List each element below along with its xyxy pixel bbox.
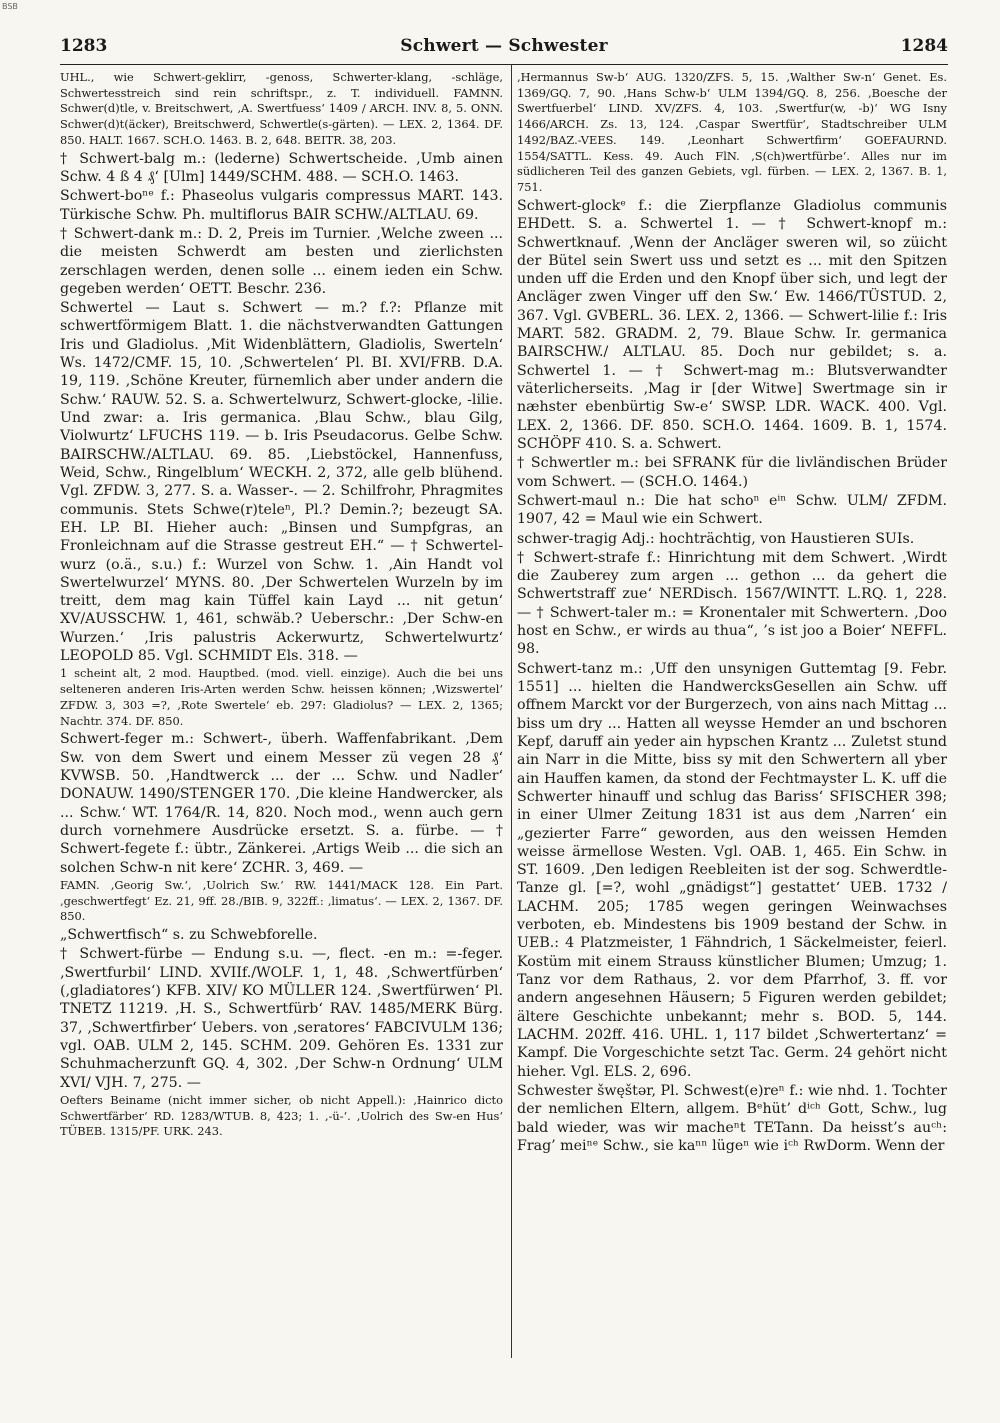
header-rule — [60, 64, 948, 65]
dictionary-entry: † Schwert-fürbe — Endung s.u. —, flect. -en m.: =-feger. ‚Swertfurbil‘ LIND. XVIIf./WOLF. 1, 1, 48. ‚Schwertfürben‘ (‚gladiatores‘) KFB. XIV/ KO MÜLLER 124. ‚Swertfürwen‘ Pl. TNETZ 11219. ‚H. S., Schwertfürb‘ RAV. 1485/MERK Bürg. 37, ‚Schwertfirber‘ Uebers. von ‚seratores‘ FABCIVULM 136; vgl. OAB. ULM 2, 145. SCHM. 209. Gehören Es. 1331 zur Schuhmacherzunft GQ. 4, 302. ‚Der Schw-n Ordnung‘ ULM XVI/ VJH. 7, 275. — — [60, 946, 503, 1091]
dictionary-entry: Schwert-glockᵉ f.: die Zierpflanze Gladiolus communis EHDett. S. a. Schwertel 1. — † Schwert-knopf m.: Schwertknauf. ‚Wenn der Ancläger sweren wil, so züicht der Bütel sein Swert uss und setzt es ... mit den Spitzen unden uff die Erden und den Knopf über sich, und legt der Ancläger zwen Vinger uff den Sw.‘ Ew. 1466/TÜSTUD. 2, 367. Vgl. GVBERL. 36. LEX. 2, 1366. — Schwert-lilie f.: Iris MART. 582. GRADM. 2, 79. Blaue Schw. Ir. germanica BAIRSCHW./ ALTLAU. 85. Doch nur gebildet; s. a. Schwertel 1. — † Schwert-mag m.: Blutsverwandter väterlicherseits. ‚Mag ir [der Witwe] Swertmage sin ir næhster ebenbürtig Sw-e‘ SWSP. LDR. WACK. 400. Vgl. LEX. 2, 1366. DF. 850. SCH.O. 1464. 1609. B. 1, 1574. SCHÖPF 410. S. a. Schwert. — [517, 197, 947, 452]
note-paragraph: FAMN. ‚Georig Sw.‘, ‚Uolrich Sw.‘ RW. 1441/MACK 128. Ein Part. ‚geschwertfegt‘ Ez. 21, 9ff. 28./BIB. 9, 322ff.: ‚limatus‘. — LEX. 2, 1367. DF. 850. — [60, 877, 503, 924]
dictionary-entry: † Schwert-strafe f.: Hinrichtung mit dem Schwert. ‚Wirdt die Zauberey zum argen ... gethon ... da gehert die Schwertstraff zue‘ NERDisch. 1567/WINTT. L.RQ. 1, 228. — † Schwert-taler m.: = Kronentaler mit Schwertern. ‚Doo host en Schw., er wirds au thua“, ’s ist joo a Boier‘ NEFFL. 98. — [517, 549, 947, 658]
dictionary-entry: Schwert-boⁿᵉ f.: Phaseolus vulgaris compressus MART. 143. Türkische Schw. Ph. multiflorus BAIR SCHW./ALTLAU. 69. — [60, 188, 503, 223]
dictionary-entry: Schwester šwęštər, Pl. Schwest(e)reⁿ f.: wie nhd. 1. Tochter der nemlichen Eltern, allgem. Bᵉhüt’ dⁱᶜʰ Gott, Schw., lug bald wieder, was wir macheⁿt TETann. Da heisst’s auᶜʰ: Frag’ meiⁿᵉ Schw., sie kaⁿⁿ lügeⁿ wie iᶜʰ RwDorm. Wenn der — [517, 1082, 947, 1154]
page-number-left: 1283 — [60, 36, 108, 56]
dictionary-entry: † Schwertler m.: bei SFRANK für die livländischen Brüder vom Schwert. — (SCH.O. 1464.) — [517, 455, 947, 490]
dictionary-entry: schwer-tragig Adj.: hochträchtig, von Haustieren SUIs. — [517, 530, 915, 547]
dictionary-entry: Schwert-feger m.: Schwert-, überh. Waffenfabrikant. ‚Dem Sw. von dem Swert und einem Messer zü vegen 28 ₰‘ KVWSB. 50. ‚Handtwerck ... der ... Schw. und Nadler‘ DONAUW. 1490/STENGER 170. ‚Die kleine Handwercker, als ... Schw.‘ WT. 1764/R. 14, 820. Noch mod., wenn auch gern durch vornehmere Ausdrücke ersetzt. S. a. fürbe. — † Schwert-fegete f.: übtr., Zänkerei. ‚Artigs Weib ... die sich an solchen Schw-n nit kere‘ ZCHR. 3, 469. — — [60, 731, 503, 876]
note-paragraph: UHL., wie Schwert-geklirr, -genoss, Schwerter-klang, -schläge, Schwertesstreich sind rein schriftspr., z. T. individuell. FAMNN. Schwer(d)tle, v. Breitschwert, ‚A. Swertfuess‘ 1409 / ARCH. INV. 8, 5. ONN. Schwer(d)t(äcker), Breitschwerd, Schwertle(s-gärten). — LEX. 2, 1364. DF. 850. HALT. 1667. SCH.O. 1463. B. 2, 648. BEITR. 38, 203. — [60, 70, 503, 147]
library-stamp: BSB — [2, 2, 18, 11]
page-number-right: 1284 — [900, 36, 948, 56]
dictionary-entry: † Schwert-dank m.: D. 2, Preis im Turnier. ‚Welche zween ... die meisten Schwerdt am besten und zierlichsten zerschlagen werden, denen solle ... einem ieden ein Schw. gegeben werden‘ OETT. Beschr. 236. — [60, 225, 503, 297]
note-paragraph: 1 scheint alt, 2 mod. Hauptbed. (mod. viell. einzige). Auch die bei uns selteneren anderen Iris-Arten werden Schw. heissen können; ‚Wizswertel‘ ZFDW. 3, 303 =?, ‚Rote Swertele‘ eb. 297: Gladiolus? — LEX. 2, 1365; Nachtr. 374. DF. 850. — [60, 666, 503, 728]
dictionary-entry: Schwert-tanz m.: ‚Uff den unsynigen Guttemtag [9. Febr. 1551] ... hielten die HandwercksGesellen ain Schw. uff offnem Marckt vor der Burgerzech, von ains nach Mittag ... biss um dry ... Hatten all weysse Hemder an und bschoren Kepf, daruff ain yeder ain hypschen Krantz ... Zuletst stund ain Narr in die Mitte, biss sy mit den Schwertern all yber ain Hauffen kamen, da stond der Fechtmayster L. K. uff die Schwerter hinauff und schlug das Bariss‘ SFISCHER 398; in einer Ulmer Zeitung 1831 ist aus dem ‚Narren‘ ein „gezierter Farre“ geworden, aus den weissen Hemden weisse ärmellose Westen. Vgl. OAB. 1, 465. Ein Schw. in ST. 1609. ‚Den ledigen Reebleiten ist der sog. Schwerdtle-Tanze gl. [=?, wohl „gnädigst“] gestattet‘ UEB. 1732 / LACHM. 205; 1785 wegen geringen Weinwachses verboten, eb. Mindestens bis 1909 bestand der Schw. in UEB.: 4 Platzmeister, 1 Fähndrich, 1 Säckelmeister, feierl. Kostüm mit einem Strauss künstlicher Blumen; Umzug; 1. Tanz vor dem Rathaus, 2. vor dem Pfarrhof, 3. ff. vor andern angesehnen Häusern; 5 Figuren werden gebildet; ältere Geschichte unbekannt; mehr s. BOD. 5, 144. LACHM. 202ff. 416. UHL. 1, 117 bildet ‚Schwertertanz‘ = Kampf. Die Vorgeschichte setzt Tac. Germ. 24 gehört nicht hieher. Vgl. ELS. 2, 696. — [517, 660, 947, 1080]
dictionary-entry: Schwert-maul n.: Die hat schoⁿ eⁱⁿ Schw. ULM/ ZFDM. 1907, 42 = Maul wie ein Schwert. — [517, 492, 947, 528]
column-divider — [511, 64, 512, 1358]
note-paragraph: ‚Hermannus Sw-b‘ AUG. 1320/ZFS. 5, 15. ‚Walther Sw-n‘ Genet. Es. 1369/GQ. 7, 90. ‚Hans Schw-b‘ ULM 1394/GQ. 8, 256. ‚Boesche der Swertfuerbel‘ LIND. XV/ZFS. 4, 103. ‚Swertfur(w, -b)‘ WG Isny 1466/ARCH. Zs. 13, 124. ‚Caspar Swertfür‘, Stadtschreiber ULM 1492/BAZ.-VEES. 149. ‚Leonhart Schwertfirm‘ GOEFAURND. 1554/SATTL. Kess. 49. Auch FlN. ‚S(ch)wertfürbe‘. Alles nur im südlicheren Teil des ganzen Gebiets, vgl. fürben. — LEX. 2, 1367. B. 1, 751. — [517, 70, 947, 195]
dictionary-entry: † Schwert-balg m.: (lederne) Schwertscheide. ‚Umb ainen Schw. 4 ß 4 ₰‘ [Ulm] 1449/SCHM. 488. — SCH.O. 1463. — [60, 150, 503, 185]
left-column — [60, 70, 503, 1360]
page-header — [60, 36, 948, 62]
right-column — [517, 70, 947, 1360]
note-paragraph: Oefters Beiname (nicht immer sicher, ob nicht Appell.): ‚Hainrico dicto Schwertfärber‘ RD. 1283/WTUB. 8, 423; 1. ‚-ü-‘. ‚Uolrich des Sw-en Hus‘ TÜBEB. 1315/PF. URK. 243. — [60, 1092, 503, 1139]
dictionary-entry: „Schwertfisch“ s. zu Schwebforelle. — [60, 927, 318, 944]
running-title: Schwert — Schwester — [400, 36, 608, 56]
dictionary-entry: Schwertel — Laut s. Schwert — m.? f.?: Pflanze mit schwertförmigem Blatt. 1. die nächstverwandten Gattungen Iris und Gladiolus. ‚Mit Widenblättern, Gladiolis, Swerteln‘ Ws. 1472/CMF. 15, 10. ‚Schwertelen‘ Pl. BI. XVI/FRB. D.A. 19, 119. ‚Schöne Kreuter, fürnemlich aber under andern die Schw.‘ RAUW. 52. S. a. Schwertelwurz, Schwert-glocke, -lilie. Und zwar: a. Iris germanica. ‚Blau Schw., blau Gilg, Violwurtz‘ LFUCHS 119. — b. Iris Pseudacorus. Gelbe Schw. BAIRSCHW./ALTLAU. 69. 85. ‚Liebstöckel, Hannenfuss, Weid, Schw., Ringelblum‘ WECKH. 2, 372, alle gelb blühend. Vgl. ZFDW. 3, 277. S. a. Wasser-. — 2. Schilfrohr, Phragmites communis. Stets Schwe(r)teleⁿ, Pl.? Demin.?; bezeugt SA. EH. LP. BI. Hieher auch: „Binsen und Sumpfgras, an Fronleichnam auf die Strasse gestreut EH.“ — † Schwertel-wurz (o.ä., s.u.) f.: Wurzel von Schw. 1. ‚Ain Handt vol Swertelwurzel‘ MYNS. 80. ‚Der Schwertelen Wurzeln by im treitt, dem mag kain Tüffel kain Layd ... nit getun‘ XV/AUSSCHW. 1, 461, schwäb.? Ueberschr.: ‚Der Schw-en Wurzen.‘ ‚Iris palustris Ackerwurtz, Schwertelwurtz‘ LEOPOLD 85. Vgl. SCHMIDT Els. 318. — — [60, 300, 503, 665]
